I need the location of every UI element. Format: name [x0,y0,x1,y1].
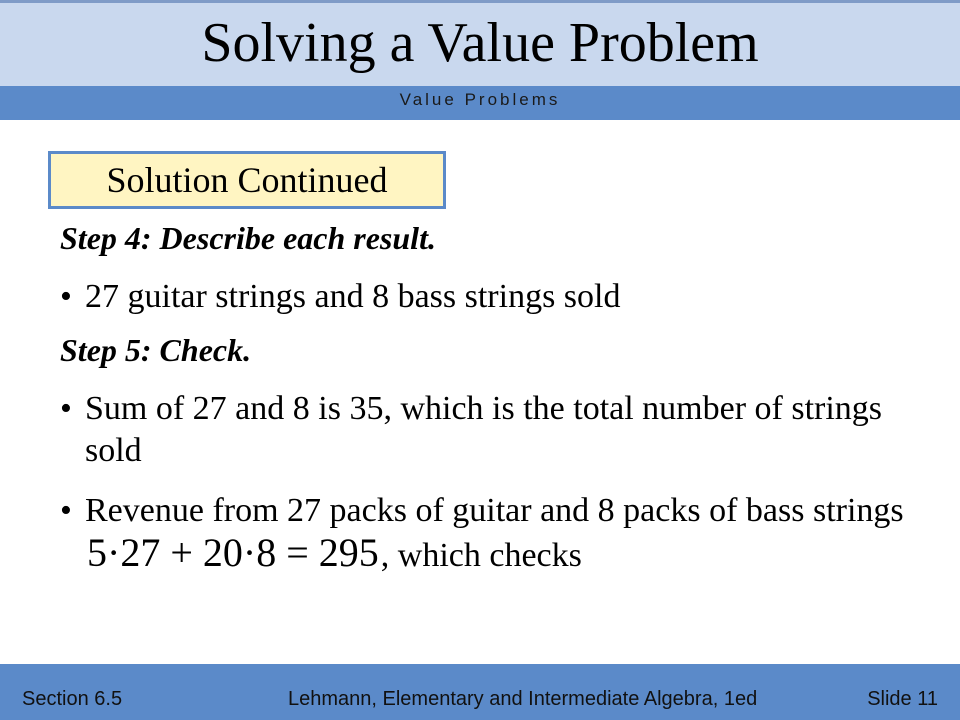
bullet-dot: • [60,278,72,315]
bullet-text [85,490,920,577]
footer-slide-number: Slide 11 [867,688,938,710]
bullet-text: 27 guitar strings and 8 bass strings sold [85,278,621,315]
bullet-dot: • [60,492,72,529]
bullet-text-post: , which checks [380,537,582,574]
step-5-heading: Step 5: Check. [60,332,252,368]
bullet-item [60,388,920,472]
step-4-heading: Step 4: Describe each result. [60,220,436,256]
footer-book: Lehmann, Elementary and Intermediate Algebra, 1ed [288,688,758,710]
bullet-item [60,490,920,577]
bullet-dot: • [60,390,72,427]
equation: 5·27 + 20·8 = 295 [87,530,379,575]
slide-subtitle: Value Problems [399,90,561,109]
solution-box: Solution Continued [48,151,446,209]
footer-section: Section 6.5 [22,688,123,710]
bullet-text: Sum of 27 and 8 is 35, which is the total number of strings sold [85,390,883,469]
footer-bar [0,664,960,720]
slide-title: Solving a Value Problem [201,12,759,74]
bullet-text-pre: Revenue from 27 packs of guitar and 8 packs of bass strings [85,492,904,529]
bullet-item [60,276,920,318]
